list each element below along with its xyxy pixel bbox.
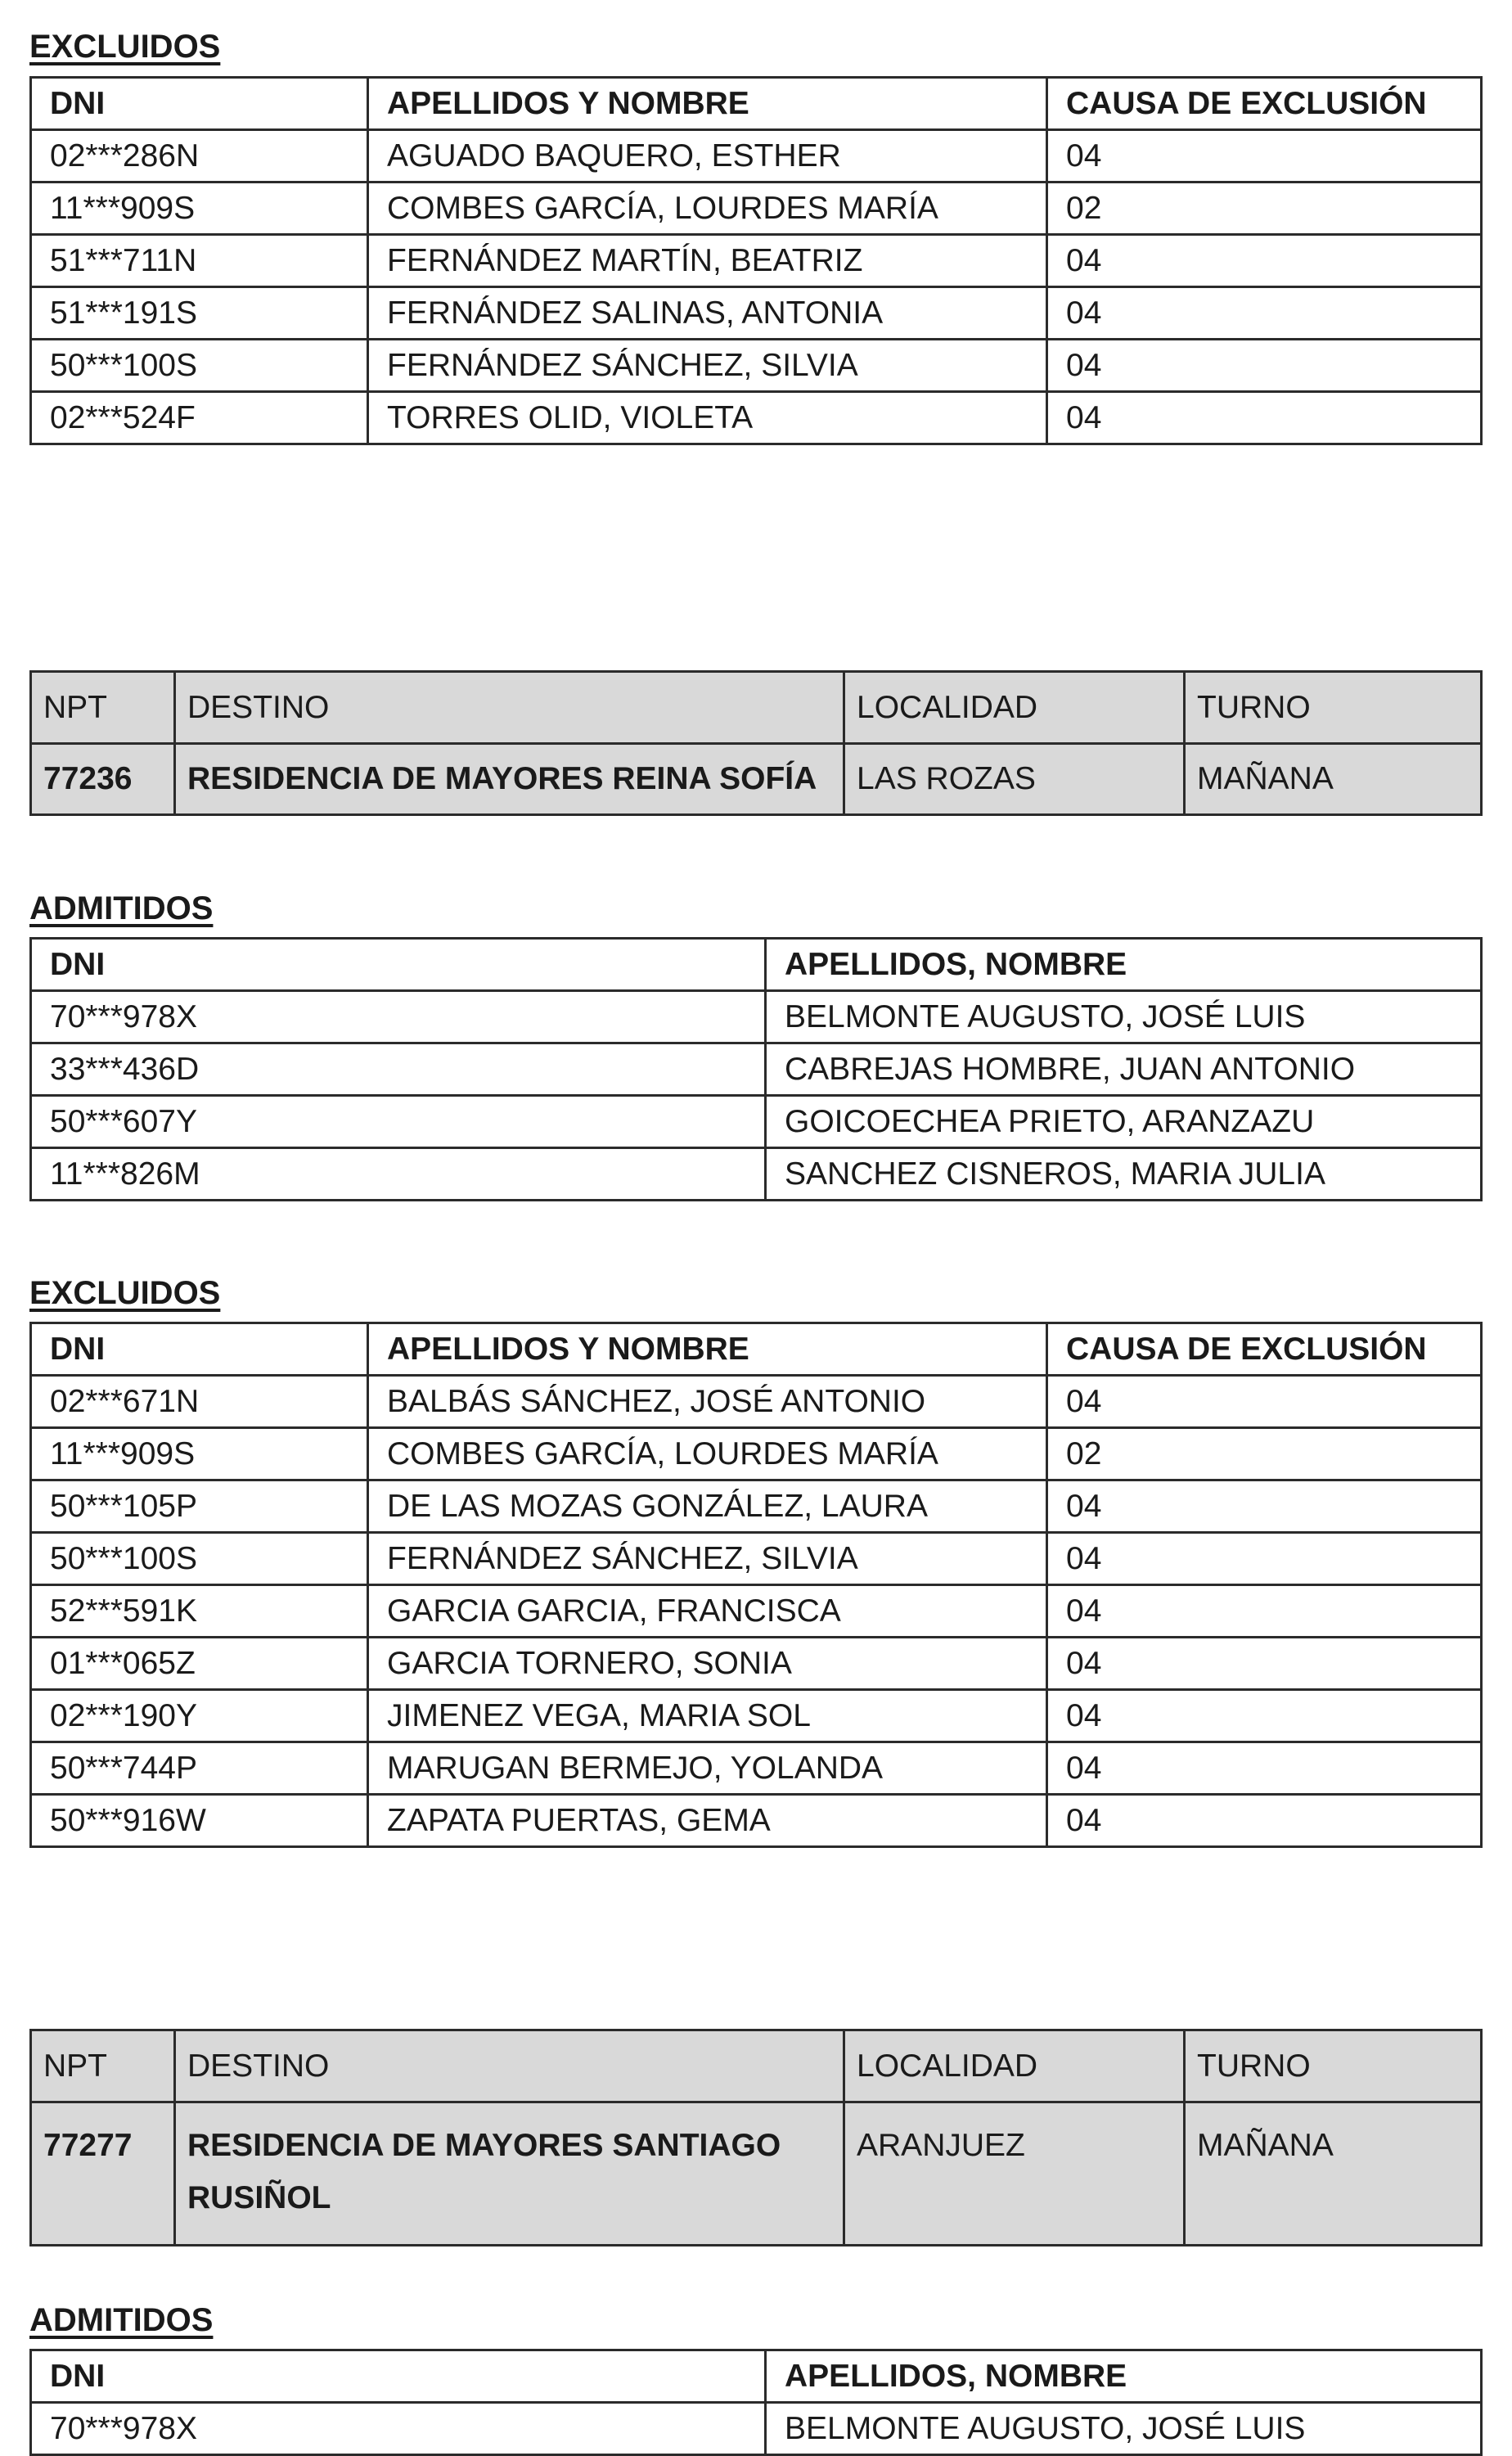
- cell-causa: 04: [1047, 1585, 1482, 1638]
- column-header-apellidos-nombre: APELLIDOS, NOMBRE: [766, 939, 1482, 991]
- header-row: [31, 939, 1482, 991]
- table-row: [31, 1533, 1482, 1585]
- cell-causa: 04: [1047, 1795, 1482, 1847]
- table-row: [31, 1742, 1482, 1795]
- column-header-destino: DESTINO: [175, 2030, 844, 2102]
- cell-dni: 50***916W: [31, 1795, 368, 1847]
- column-header-dni: DNI: [31, 1323, 368, 1376]
- cell-apellidos-nombre: FERNÁNDEZ SÁNCHEZ, SILVIA: [368, 340, 1047, 392]
- cell-dni: 02***524F: [31, 392, 368, 444]
- cell-dni: 52***591K: [31, 1585, 368, 1638]
- excluidos-table: [29, 76, 1483, 445]
- cell-apellidos-nombre: COMBES GARCÍA, LOURDES MARÍA: [368, 183, 1047, 235]
- cell-apellidos-nombre: SANCHEZ CISNEROS, MARIA JULIA: [766, 1148, 1482, 1201]
- cell-destino: RESIDENCIA DE MAYORES REINA SOFÍA: [175, 744, 844, 815]
- header-row: [31, 2350, 1482, 2403]
- cell-dni: 50***100S: [31, 1533, 368, 1585]
- cell-dni: 02***190Y: [31, 1690, 368, 1742]
- column-header-turno: TURNO: [1185, 2030, 1482, 2102]
- cell-apellidos-nombre: COMBES GARCÍA, LOURDES MARÍA: [368, 1428, 1047, 1480]
- cell-causa: 04: [1047, 340, 1482, 392]
- table-row: [31, 1480, 1482, 1533]
- cell-dni: 50***744P: [31, 1742, 368, 1795]
- table-row: [31, 1428, 1482, 1480]
- destino-table: [29, 670, 1483, 816]
- column-header-destino: DESTINO: [175, 672, 844, 744]
- header-row: [31, 672, 1482, 744]
- table-row: [31, 1638, 1482, 1690]
- excluidos-heading: EXCLUIDOS: [29, 1275, 221, 1311]
- column-header-causa: CAUSA DE EXCLUSIÓN: [1047, 1323, 1482, 1376]
- cell-dni: 50***607Y: [31, 1096, 766, 1148]
- destino-table: [29, 2029, 1483, 2246]
- column-header-localidad: LOCALIDAD: [844, 2030, 1185, 2102]
- table-row: [31, 1585, 1482, 1638]
- cell-apellidos-nombre: FERNÁNDEZ SALINAS, ANTONIA: [368, 287, 1047, 340]
- cell-causa: 04: [1047, 130, 1482, 183]
- column-header-npt: NPT: [31, 672, 175, 744]
- excluidos-heading: EXCLUIDOS: [29, 29, 221, 65]
- cell-destino: RESIDENCIA DE MAYORES SANTIAGO RUSIÑOL: [175, 2102, 844, 2246]
- column-header-dni: DNI: [31, 78, 368, 130]
- cell-causa: 04: [1047, 1376, 1482, 1428]
- header-row: [31, 1323, 1482, 1376]
- cell-dni: 11***826M: [31, 1148, 766, 1201]
- table-row: [31, 130, 1482, 183]
- column-header-localidad: LOCALIDAD: [844, 672, 1185, 744]
- cell-apellidos-nombre: DE LAS MOZAS GONZÁLEZ, LAURA: [368, 1480, 1047, 1533]
- table-row: [31, 1043, 1482, 1096]
- cell-apellidos-nombre: AGUADO BAQUERO, ESTHER: [368, 130, 1047, 183]
- cell-turno: MAÑANA: [1185, 2102, 1482, 2246]
- header-row: [31, 2030, 1482, 2102]
- cell-apellidos-nombre: GOICOECHEA PRIETO, ARANZAZU: [766, 1096, 1482, 1148]
- column-header-npt: NPT: [31, 2030, 175, 2102]
- cell-turno: MAÑANA: [1185, 744, 1482, 815]
- cell-dni: 50***100S: [31, 340, 368, 392]
- column-header-apellidos-nombre: APELLIDOS Y NOMBRE: [368, 78, 1047, 130]
- cell-apellidos-nombre: CABREJAS HOMBRE, JUAN ANTONIO: [766, 1043, 1482, 1096]
- table-row: [31, 991, 1482, 1043]
- cell-causa: 04: [1047, 287, 1482, 340]
- column-header-turno: TURNO: [1185, 672, 1482, 744]
- cell-dni: 02***671N: [31, 1376, 368, 1428]
- cell-apellidos-nombre: FERNÁNDEZ SÁNCHEZ, SILVIA: [368, 1533, 1047, 1585]
- cell-dni: 50***105P: [31, 1480, 368, 1533]
- cell-dni: 51***711N: [31, 235, 368, 287]
- cell-apellidos-nombre: FERNÁNDEZ MARTÍN, BEATRIZ: [368, 235, 1047, 287]
- cell-dni: 02***286N: [31, 130, 368, 183]
- cell-causa: 04: [1047, 392, 1482, 444]
- header-row: [31, 78, 1482, 130]
- cell-apellidos-nombre: ZAPATA PUERTAS, GEMA: [368, 1795, 1047, 1847]
- excluidos-table: [29, 1322, 1483, 1848]
- table-row: [31, 2403, 1482, 2455]
- cell-causa: 04: [1047, 235, 1482, 287]
- cell-causa: 04: [1047, 1638, 1482, 1690]
- cell-causa: 04: [1047, 1480, 1482, 1533]
- column-header-dni: DNI: [31, 2350, 766, 2403]
- cell-apellidos-nombre: TORRES OLID, VIOLETA: [368, 392, 1047, 444]
- table-row: [31, 235, 1482, 287]
- cell-npt: 77236: [31, 744, 175, 815]
- column-header-apellidos-nombre: APELLIDOS Y NOMBRE: [368, 1323, 1047, 1376]
- cell-localidad: LAS ROZAS: [844, 744, 1185, 815]
- cell-causa: 04: [1047, 1690, 1482, 1742]
- cell-apellidos-nombre: BELMONTE AUGUSTO, JOSÉ LUIS: [766, 2403, 1482, 2455]
- table-row: [31, 1096, 1482, 1148]
- cell-dni: 70***978X: [31, 991, 766, 1043]
- table-row: [31, 183, 1482, 235]
- cell-dni: 51***191S: [31, 287, 368, 340]
- cell-apellidos-nombre: MARUGAN BERMEJO, YOLANDA: [368, 1742, 1047, 1795]
- column-header-dni: DNI: [31, 939, 766, 991]
- cell-localidad: ARANJUEZ: [844, 2102, 1185, 2246]
- column-header-apellidos-nombre: APELLIDOS, NOMBRE: [766, 2350, 1482, 2403]
- cell-apellidos-nombre: BELMONTE AUGUSTO, JOSÉ LUIS: [766, 991, 1482, 1043]
- table-row: [31, 340, 1482, 392]
- admitidos-heading: ADMITIDOS: [29, 2302, 214, 2338]
- table-row: [31, 1795, 1482, 1847]
- cell-dni: 11***909S: [31, 183, 368, 235]
- cell-npt: 77277: [31, 2102, 175, 2246]
- cell-dni: 70***978X: [31, 2403, 766, 2455]
- cell-apellidos-nombre: GARCIA GARCIA, FRANCISCA: [368, 1585, 1047, 1638]
- cell-apellidos-nombre: BALBÁS SÁNCHEZ, JOSÉ ANTONIO: [368, 1376, 1047, 1428]
- cell-causa: 02: [1047, 183, 1482, 235]
- column-header-causa: CAUSA DE EXCLUSIÓN: [1047, 78, 1482, 130]
- cell-apellidos-nombre: GARCIA TORNERO, SONIA: [368, 1638, 1047, 1690]
- cell-dni: 33***436D: [31, 1043, 766, 1096]
- table-row: [31, 392, 1482, 444]
- admitidos-table: [29, 937, 1483, 1201]
- table-row: [31, 744, 1482, 815]
- cell-dni: 01***065Z: [31, 1638, 368, 1690]
- table-row: [31, 287, 1482, 340]
- admitidos-heading: ADMITIDOS: [29, 890, 214, 926]
- table-row: [31, 2102, 1482, 2246]
- table-row: [31, 1690, 1482, 1742]
- cell-causa: 02: [1047, 1428, 1482, 1480]
- admitidos-table: [29, 2349, 1483, 2456]
- cell-dni: 11***909S: [31, 1428, 368, 1480]
- cell-causa: 04: [1047, 1533, 1482, 1585]
- cell-causa: 04: [1047, 1742, 1482, 1795]
- table-row: [31, 1376, 1482, 1428]
- cell-apellidos-nombre: JIMENEZ VEGA, MARIA SOL: [368, 1690, 1047, 1742]
- table-row: [31, 1148, 1482, 1201]
